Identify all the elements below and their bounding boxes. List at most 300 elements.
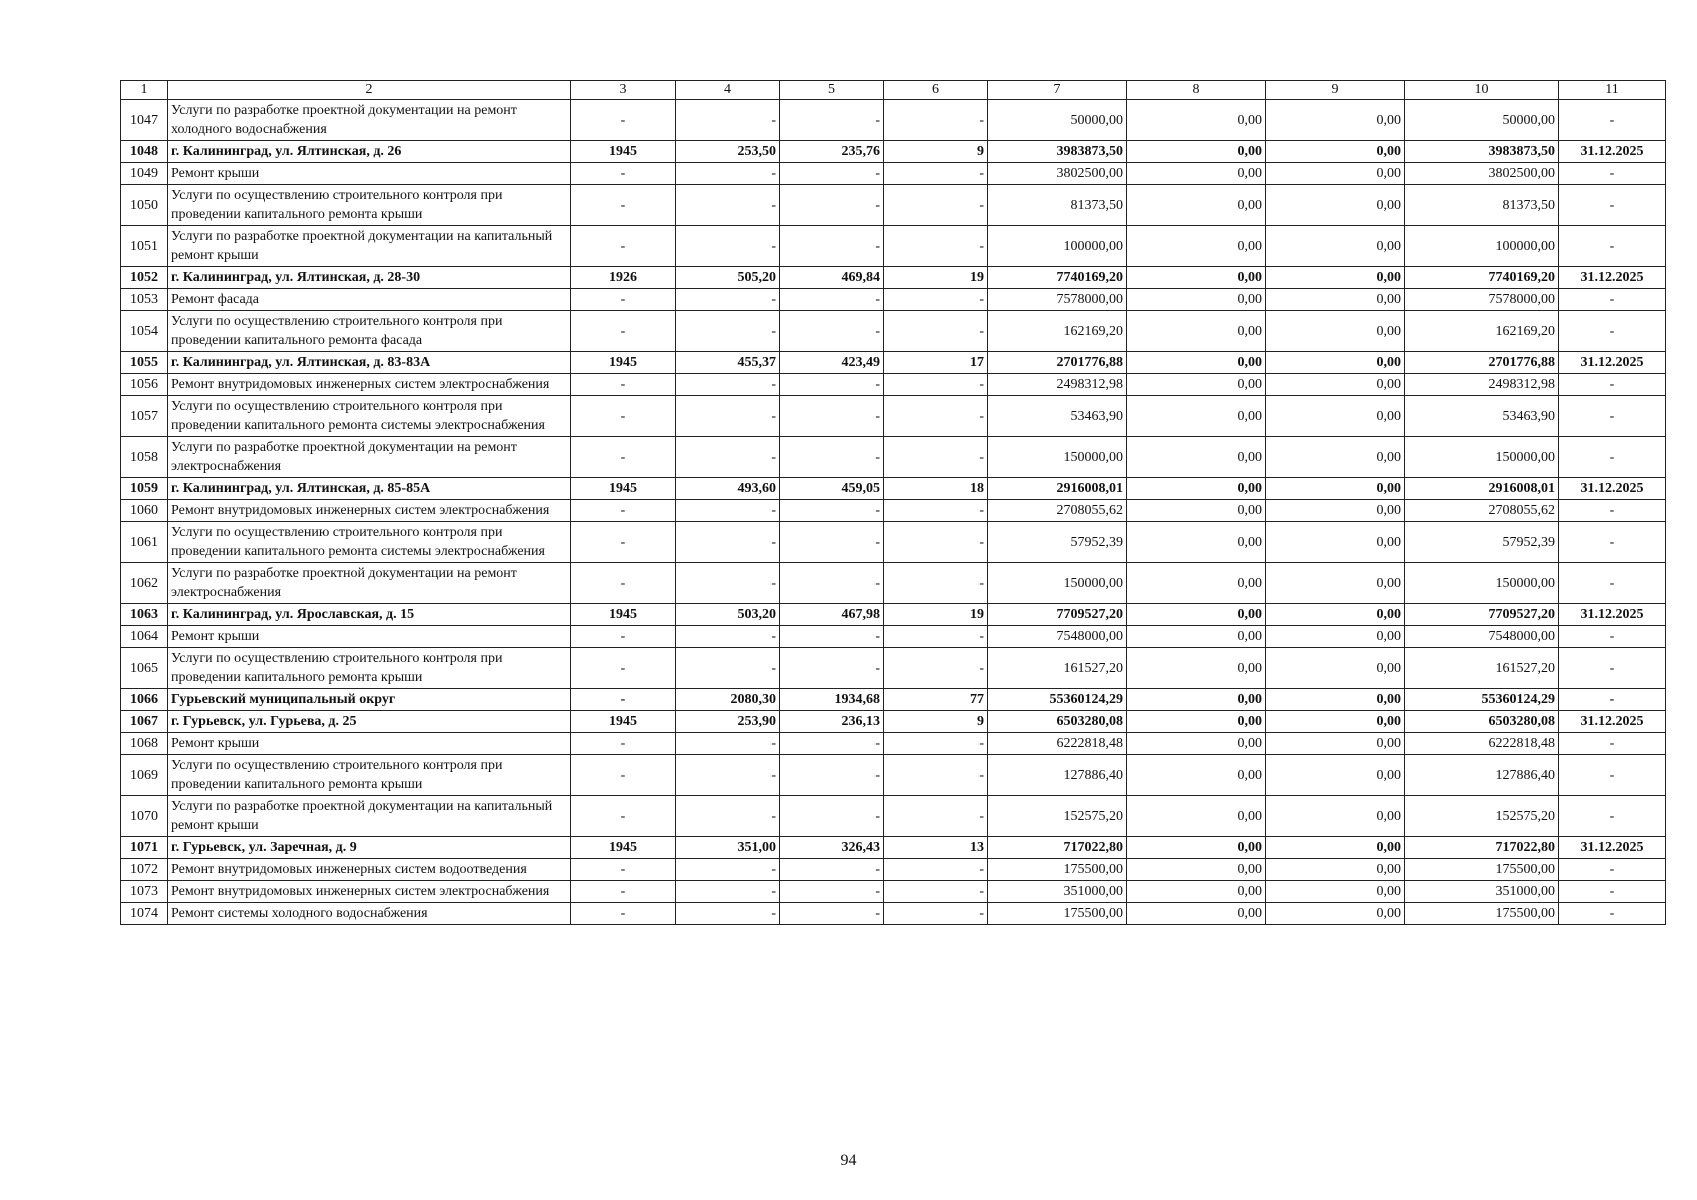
row-number-cell: 1056 — [121, 374, 168, 396]
total-area-cell: 505,20 — [676, 267, 780, 289]
item-name-cell: Ремонт внутридомовых инженерных систем электроснабжения — [168, 374, 571, 396]
living-area-cell: - — [780, 100, 884, 141]
deadline-cell: 31.12.2025 — [1559, 267, 1666, 289]
total-cost-cell: 127886,40 — [988, 755, 1127, 796]
total-cost-cell: 6503280,08 — [988, 711, 1127, 733]
total-area-cell: - — [676, 755, 780, 796]
year-cell: 1945 — [571, 604, 676, 626]
total-area-cell: - — [676, 437, 780, 478]
total-cost-cell: 2498312,98 — [988, 374, 1127, 396]
row-number-cell: 1052 — [121, 267, 168, 289]
living-area-cell: - — [780, 226, 884, 267]
deadline-cell: - — [1559, 563, 1666, 604]
fund-cost-cell: 0,00 — [1127, 396, 1266, 437]
work-item-row — [121, 100, 1666, 141]
header-cell: 2 — [168, 81, 571, 100]
item-name-cell: г. Калининград, ул. Ялтинская, д. 26 — [168, 141, 571, 163]
header-cell: 5 — [780, 81, 884, 100]
year-cell: - — [571, 563, 676, 604]
item-name-cell: г. Калининград, ул. Ялтинская, д. 85-85А — [168, 478, 571, 500]
budget-cost-cell: 0,00 — [1266, 837, 1405, 859]
total-cost-cell: 3802500,00 — [988, 163, 1127, 185]
total-area-cell: - — [676, 796, 780, 837]
residents-cell: 19 — [884, 267, 988, 289]
budget-cost-cell: 0,00 — [1266, 437, 1405, 478]
item-name-cell: Услуги по осуществлению строительного контроля при проведении капитального ремонта крыши — [168, 648, 571, 689]
header-cell: 4 — [676, 81, 780, 100]
fund-cost-cell: 0,00 — [1127, 796, 1266, 837]
header-cell: 6 — [884, 81, 988, 100]
deadline-cell: - — [1559, 311, 1666, 352]
budget-cost-cell: 0,00 — [1266, 755, 1405, 796]
total-area-cell: - — [676, 396, 780, 437]
fund-cost-cell: 0,00 — [1127, 711, 1266, 733]
year-cell: - — [571, 185, 676, 226]
row-number-cell: 1070 — [121, 796, 168, 837]
living-area-cell: - — [780, 648, 884, 689]
living-area-cell: - — [780, 374, 884, 396]
owner-cost-cell: 53463,90 — [1405, 396, 1559, 437]
total-cost-cell: 150000,00 — [988, 563, 1127, 604]
fund-cost-cell: 0,00 — [1127, 100, 1266, 141]
work-item-row — [121, 500, 1666, 522]
total-area-cell: - — [676, 648, 780, 689]
residents-cell: 19 — [884, 604, 988, 626]
owner-cost-cell: 2916008,01 — [1405, 478, 1559, 500]
owner-cost-cell: 152575,20 — [1405, 796, 1559, 837]
residents-cell: - — [884, 500, 988, 522]
owner-cost-cell: 162169,20 — [1405, 311, 1559, 352]
fund-cost-cell: 0,00 — [1127, 141, 1266, 163]
row-number-cell: 1059 — [121, 478, 168, 500]
total-cost-cell: 53463,90 — [988, 396, 1127, 437]
owner-cost-cell: 3983873,50 — [1405, 141, 1559, 163]
year-cell: - — [571, 796, 676, 837]
row-number-cell: 1062 — [121, 563, 168, 604]
owner-cost-cell: 351000,00 — [1405, 881, 1559, 903]
item-name-cell: Ремонт внутридомовых инженерных систем электроснабжения — [168, 881, 571, 903]
deadline-cell: - — [1559, 903, 1666, 925]
living-area-cell: 467,98 — [780, 604, 884, 626]
total-area-cell: - — [676, 881, 780, 903]
budget-cost-cell: 0,00 — [1266, 903, 1405, 925]
residents-cell: - — [884, 163, 988, 185]
total-cost-cell: 351000,00 — [988, 881, 1127, 903]
total-area-cell: - — [676, 522, 780, 563]
living-area-cell: - — [780, 396, 884, 437]
budget-cost-cell: 0,00 — [1266, 604, 1405, 626]
deadline-cell: - — [1559, 374, 1666, 396]
capital-repair-table — [120, 80, 1666, 925]
total-cost-cell: 7709527,20 — [988, 604, 1127, 626]
deadline-cell: 31.12.2025 — [1559, 352, 1666, 374]
work-item-row — [121, 903, 1666, 925]
budget-cost-cell: 0,00 — [1266, 352, 1405, 374]
year-cell: - — [571, 396, 676, 437]
fund-cost-cell: 0,00 — [1127, 903, 1266, 925]
total-cost-cell: 3983873,50 — [988, 141, 1127, 163]
budget-cost-cell: 0,00 — [1266, 185, 1405, 226]
item-name-cell: г. Гурьевск, ул. Заречная, д. 9 — [168, 837, 571, 859]
total-cost-cell: 175500,00 — [988, 859, 1127, 881]
deadline-cell: - — [1559, 881, 1666, 903]
total-cost-cell: 81373,50 — [988, 185, 1127, 226]
header-cell: 3 — [571, 81, 676, 100]
residents-cell: 77 — [884, 689, 988, 711]
residents-cell: - — [884, 903, 988, 925]
year-cell: - — [571, 626, 676, 648]
budget-cost-cell: 0,00 — [1266, 311, 1405, 352]
residents-cell: - — [884, 289, 988, 311]
living-area-cell: - — [780, 522, 884, 563]
residents-cell: 9 — [884, 141, 988, 163]
residents-cell: - — [884, 396, 988, 437]
deadline-cell: - — [1559, 437, 1666, 478]
row-number-cell: 1065 — [121, 648, 168, 689]
deadline-cell: 31.12.2025 — [1559, 837, 1666, 859]
owner-cost-cell: 150000,00 — [1405, 563, 1559, 604]
living-area-cell: - — [780, 626, 884, 648]
year-cell: - — [571, 903, 676, 925]
residents-cell: - — [884, 374, 988, 396]
total-area-cell: 253,90 — [676, 711, 780, 733]
total-area-cell: - — [676, 226, 780, 267]
residents-cell: - — [884, 185, 988, 226]
owner-cost-cell: 2498312,98 — [1405, 374, 1559, 396]
owner-cost-cell: 2708055,62 — [1405, 500, 1559, 522]
fund-cost-cell: 0,00 — [1127, 881, 1266, 903]
year-cell: - — [571, 374, 676, 396]
residents-cell: 17 — [884, 352, 988, 374]
residents-cell: - — [884, 755, 988, 796]
work-item-row — [121, 396, 1666, 437]
living-area-cell: - — [780, 437, 884, 478]
item-name-cell: Услуги по осуществлению строительного контроля при проведении капитального ремонта фасада — [168, 311, 571, 352]
row-number-cell: 1054 — [121, 311, 168, 352]
year-cell: 1945 — [571, 478, 676, 500]
total-cost-cell: 55360124,29 — [988, 689, 1127, 711]
year-cell: 1945 — [571, 141, 676, 163]
total-area-cell: - — [676, 733, 780, 755]
owner-cost-cell: 55360124,29 — [1405, 689, 1559, 711]
item-name-cell: Ремонт системы холодного водоснабжения — [168, 903, 571, 925]
row-number-cell: 1047 — [121, 100, 168, 141]
item-name-cell: Услуги по осуществлению строительного контроля при проведении капитального ремонта системы электроснабжения — [168, 396, 571, 437]
deadline-cell: - — [1559, 522, 1666, 563]
residents-cell: - — [884, 100, 988, 141]
work-item-row — [121, 311, 1666, 352]
item-name-cell: Ремонт внутридомовых инженерных систем электроснабжения — [168, 500, 571, 522]
total-cost-cell: 57952,39 — [988, 522, 1127, 563]
residents-cell: 13 — [884, 837, 988, 859]
deadline-cell: - — [1559, 100, 1666, 141]
header-cell: 11 — [1559, 81, 1666, 100]
budget-cost-cell: 0,00 — [1266, 478, 1405, 500]
fund-cost-cell: 0,00 — [1127, 352, 1266, 374]
total-area-cell: - — [676, 100, 780, 141]
budget-cost-cell: 0,00 — [1266, 689, 1405, 711]
residents-cell: - — [884, 796, 988, 837]
budget-cost-cell: 0,00 — [1266, 374, 1405, 396]
total-area-cell: 351,00 — [676, 837, 780, 859]
budget-cost-cell: 0,00 — [1266, 648, 1405, 689]
deadline-cell: 31.12.2025 — [1559, 711, 1666, 733]
item-name-cell: Услуги по разработке проектной документации на ремонт холодного водоснабжения — [168, 100, 571, 141]
work-item-row — [121, 563, 1666, 604]
work-item-row — [121, 881, 1666, 903]
fund-cost-cell: 0,00 — [1127, 563, 1266, 604]
fund-cost-cell: 0,00 — [1127, 522, 1266, 563]
address-row — [121, 604, 1666, 626]
total-cost-cell: 6222818,48 — [988, 733, 1127, 755]
page-number: 94 — [840, 1152, 857, 1169]
total-area-cell: 503,20 — [676, 604, 780, 626]
total-area-cell: 253,50 — [676, 141, 780, 163]
fund-cost-cell: 0,00 — [1127, 689, 1266, 711]
owner-cost-cell: 50000,00 — [1405, 100, 1559, 141]
total-cost-cell: 152575,20 — [988, 796, 1127, 837]
fund-cost-cell: 0,00 — [1127, 311, 1266, 352]
residents-cell: - — [884, 522, 988, 563]
header-cell: 7 — [988, 81, 1127, 100]
fund-cost-cell: 0,00 — [1127, 755, 1266, 796]
owner-cost-cell: 100000,00 — [1405, 226, 1559, 267]
living-area-cell: - — [780, 733, 884, 755]
deadline-cell: - — [1559, 733, 1666, 755]
deadline-cell: - — [1559, 396, 1666, 437]
total-area-cell: - — [676, 374, 780, 396]
residents-cell: - — [884, 226, 988, 267]
item-name-cell: Услуги по разработке проектной документации на ремонт электроснабжения — [168, 437, 571, 478]
row-number-cell: 1049 — [121, 163, 168, 185]
year-cell: 1926 — [571, 267, 676, 289]
owner-cost-cell: 161527,20 — [1405, 648, 1559, 689]
fund-cost-cell: 0,00 — [1127, 648, 1266, 689]
item-name-cell: г. Калининград, ул. Ялтинская, д. 28-30 — [168, 267, 571, 289]
fund-cost-cell: 0,00 — [1127, 163, 1266, 185]
header-cell: 9 — [1266, 81, 1405, 100]
total-area-cell: 493,60 — [676, 478, 780, 500]
budget-cost-cell: 0,00 — [1266, 163, 1405, 185]
deadline-cell: - — [1559, 755, 1666, 796]
row-number-cell: 1058 — [121, 437, 168, 478]
total-area-cell: - — [676, 163, 780, 185]
item-name-cell: Услуги по осуществлению строительного контроля при проведении капитального ремонта крыши — [168, 185, 571, 226]
row-number-cell: 1053 — [121, 289, 168, 311]
deadline-cell: - — [1559, 689, 1666, 711]
budget-cost-cell: 0,00 — [1266, 563, 1405, 604]
year-cell: - — [571, 500, 676, 522]
budget-cost-cell: 0,00 — [1266, 289, 1405, 311]
owner-cost-cell: 175500,00 — [1405, 859, 1559, 881]
row-number-cell: 1068 — [121, 733, 168, 755]
budget-cost-cell: 0,00 — [1266, 522, 1405, 563]
total-cost-cell: 162169,20 — [988, 311, 1127, 352]
living-area-cell: 469,84 — [780, 267, 884, 289]
item-name-cell: г. Калининград, ул. Ярославская, д. 15 — [168, 604, 571, 626]
residents-cell: - — [884, 648, 988, 689]
owner-cost-cell: 7709527,20 — [1405, 604, 1559, 626]
budget-cost-cell: 0,00 — [1266, 267, 1405, 289]
work-item-row — [121, 185, 1666, 226]
deadline-cell: 31.12.2025 — [1559, 141, 1666, 163]
address-row — [121, 141, 1666, 163]
owner-cost-cell: 2701776,88 — [1405, 352, 1559, 374]
owner-cost-cell: 57952,39 — [1405, 522, 1559, 563]
fund-cost-cell: 0,00 — [1127, 859, 1266, 881]
owner-cost-cell: 6503280,08 — [1405, 711, 1559, 733]
row-number-cell: 1067 — [121, 711, 168, 733]
residents-cell: 9 — [884, 711, 988, 733]
item-name-cell: Ремонт крыши — [168, 626, 571, 648]
living-area-cell: 459,05 — [780, 478, 884, 500]
item-name-cell: г. Гурьевск, ул. Гурьева, д. 25 — [168, 711, 571, 733]
living-area-cell: - — [780, 311, 884, 352]
deadline-cell: - — [1559, 626, 1666, 648]
work-item-row — [121, 796, 1666, 837]
residents-cell: - — [884, 881, 988, 903]
total-cost-cell: 2916008,01 — [988, 478, 1127, 500]
deadline-cell: - — [1559, 648, 1666, 689]
year-cell: - — [571, 437, 676, 478]
row-number-cell: 1057 — [121, 396, 168, 437]
work-item-row — [121, 648, 1666, 689]
work-item-row — [121, 755, 1666, 796]
owner-cost-cell: 7740169,20 — [1405, 267, 1559, 289]
row-number-cell: 1066 — [121, 689, 168, 711]
total-area-cell: - — [676, 500, 780, 522]
year-cell: - — [571, 733, 676, 755]
budget-cost-cell: 0,00 — [1266, 711, 1405, 733]
owner-cost-cell: 150000,00 — [1405, 437, 1559, 478]
deadline-cell: - — [1559, 226, 1666, 267]
work-item-row — [121, 289, 1666, 311]
item-name-cell: Услуги по разработке проектной документации на капитальный ремонт крыши — [168, 226, 571, 267]
row-number-cell: 1074 — [121, 903, 168, 925]
year-cell: - — [571, 881, 676, 903]
total-cost-cell: 161527,20 — [988, 648, 1127, 689]
residents-cell: - — [884, 626, 988, 648]
item-name-cell: Услуги по разработке проектной документации на ремонт электроснабжения — [168, 563, 571, 604]
fund-cost-cell: 0,00 — [1127, 289, 1266, 311]
fund-cost-cell: 0,00 — [1127, 374, 1266, 396]
deadline-cell: 31.12.2025 — [1559, 478, 1666, 500]
budget-cost-cell: 0,00 — [1266, 500, 1405, 522]
total-area-cell: - — [676, 289, 780, 311]
living-area-cell: - — [780, 500, 884, 522]
item-name-cell: Ремонт крыши — [168, 733, 571, 755]
item-name-cell: г. Калининград, ул. Ялтинская, д. 83-83А — [168, 352, 571, 374]
total-cost-cell: 2708055,62 — [988, 500, 1127, 522]
row-number-cell: 1061 — [121, 522, 168, 563]
deadline-cell: 31.12.2025 — [1559, 604, 1666, 626]
fund-cost-cell: 0,00 — [1127, 837, 1266, 859]
living-area-cell: - — [780, 163, 884, 185]
item-name-cell: Ремонт крыши — [168, 163, 571, 185]
living-area-cell: - — [780, 185, 884, 226]
item-name-cell: Ремонт фасада — [168, 289, 571, 311]
row-number-cell: 1055 — [121, 352, 168, 374]
owner-cost-cell: 7578000,00 — [1405, 289, 1559, 311]
year-cell: - — [571, 289, 676, 311]
address-row — [121, 689, 1666, 711]
year-cell: 1945 — [571, 352, 676, 374]
deadline-cell: - — [1559, 500, 1666, 522]
total-cost-cell: 100000,00 — [988, 226, 1127, 267]
living-area-cell: 235,76 — [780, 141, 884, 163]
item-name-cell: Услуги по осуществлению строительного контроля при проведении капитального ремонта крыши — [168, 755, 571, 796]
living-area-cell: - — [780, 881, 884, 903]
budget-cost-cell: 0,00 — [1266, 100, 1405, 141]
residents-cell: - — [884, 733, 988, 755]
year-cell: - — [571, 648, 676, 689]
address-row — [121, 352, 1666, 374]
total-area-cell: - — [676, 311, 780, 352]
deadline-cell: - — [1559, 859, 1666, 881]
work-item-row — [121, 374, 1666, 396]
address-row — [121, 478, 1666, 500]
total-cost-cell: 150000,00 — [988, 437, 1127, 478]
living-area-cell: - — [780, 563, 884, 604]
row-number-cell: 1073 — [121, 881, 168, 903]
owner-cost-cell: 3802500,00 — [1405, 163, 1559, 185]
column-number-header — [121, 81, 1666, 100]
total-cost-cell: 2701776,88 — [988, 352, 1127, 374]
total-area-cell: 2080,30 — [676, 689, 780, 711]
row-number-cell: 1048 — [121, 141, 168, 163]
deadline-cell: - — [1559, 796, 1666, 837]
work-item-row — [121, 437, 1666, 478]
row-number-cell: 1050 — [121, 185, 168, 226]
item-name-cell: Ремонт внутридомовых инженерных систем водоотведения — [168, 859, 571, 881]
owner-cost-cell: 127886,40 — [1405, 755, 1559, 796]
year-cell: - — [571, 163, 676, 185]
fund-cost-cell: 0,00 — [1127, 185, 1266, 226]
residents-cell: - — [884, 311, 988, 352]
total-area-cell: - — [676, 903, 780, 925]
budget-cost-cell: 0,00 — [1266, 733, 1405, 755]
work-item-row — [121, 226, 1666, 267]
work-item-row — [121, 859, 1666, 881]
budget-cost-cell: 0,00 — [1266, 796, 1405, 837]
address-row — [121, 711, 1666, 733]
owner-cost-cell: 6222818,48 — [1405, 733, 1559, 755]
living-area-cell: - — [780, 903, 884, 925]
residents-cell: - — [884, 563, 988, 604]
total-area-cell: - — [676, 626, 780, 648]
total-area-cell: - — [676, 563, 780, 604]
total-cost-cell: 7578000,00 — [988, 289, 1127, 311]
budget-cost-cell: 0,00 — [1266, 626, 1405, 648]
work-item-row — [121, 626, 1666, 648]
fund-cost-cell: 0,00 — [1127, 733, 1266, 755]
fund-cost-cell: 0,00 — [1127, 226, 1266, 267]
living-area-cell: - — [780, 796, 884, 837]
living-area-cell: 326,43 — [780, 837, 884, 859]
work-item-row — [121, 163, 1666, 185]
year-cell: - — [571, 755, 676, 796]
owner-cost-cell: 7548000,00 — [1405, 626, 1559, 648]
deadline-cell: - — [1559, 163, 1666, 185]
row-number-cell: 1072 — [121, 859, 168, 881]
address-row — [121, 267, 1666, 289]
living-area-cell: 1934,68 — [780, 689, 884, 711]
year-cell: - — [571, 226, 676, 267]
total-cost-cell: 7740169,20 — [988, 267, 1127, 289]
year-cell: 1945 — [571, 837, 676, 859]
row-number-cell: 1063 — [121, 604, 168, 626]
total-area-cell: 455,37 — [676, 352, 780, 374]
